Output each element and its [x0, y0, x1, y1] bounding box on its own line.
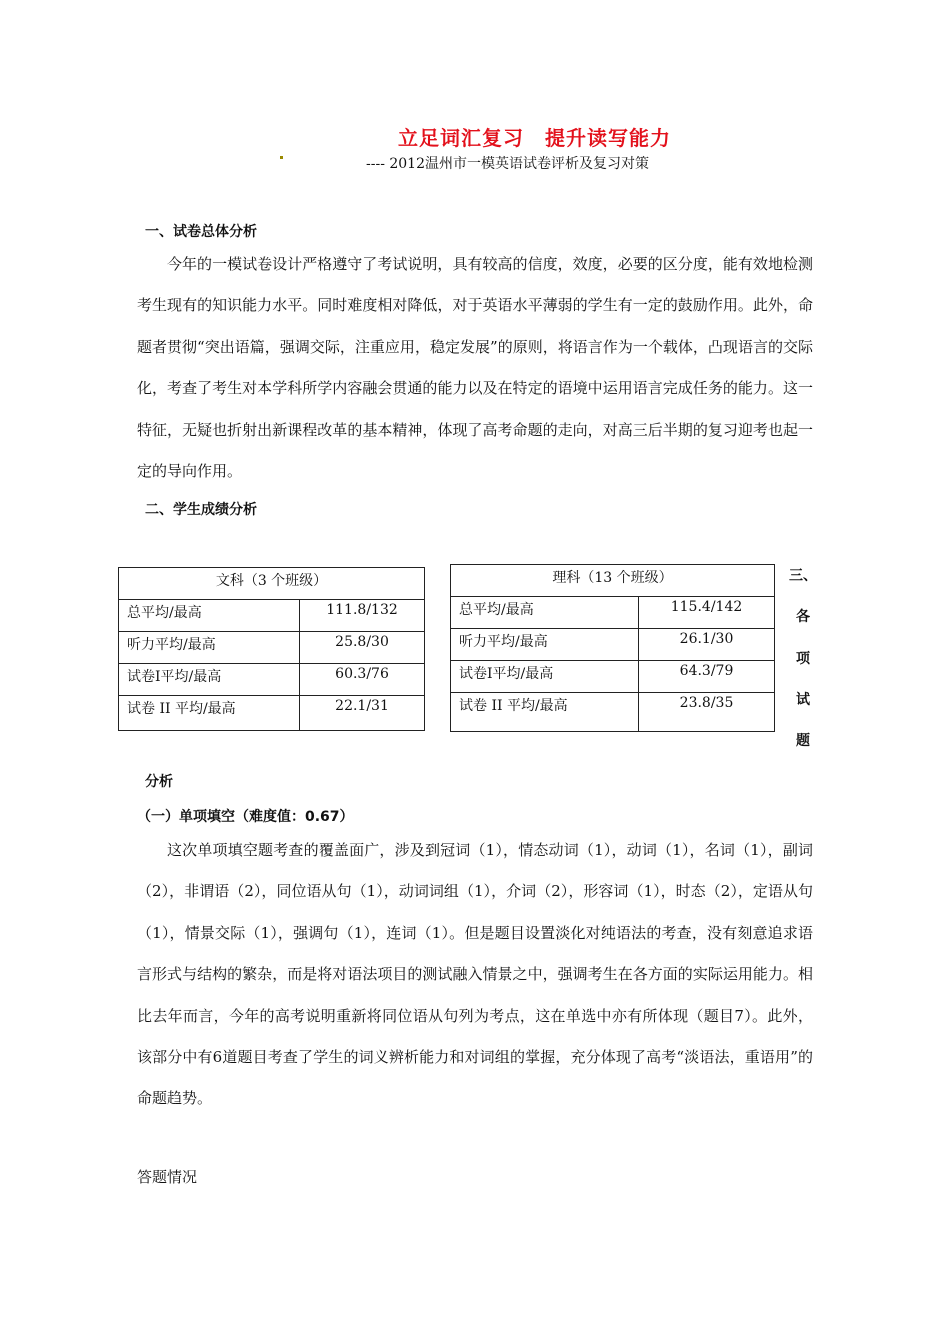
section3-heading-char: 题 [796, 733, 810, 749]
table-row [119, 632, 425, 664]
row-value: 111.8/132 [300, 600, 425, 632]
table-row [119, 696, 425, 731]
table-row [451, 629, 775, 661]
wenke-table-header: 文科（3 个班级） [119, 568, 425, 600]
wenke-score-table [118, 567, 425, 731]
section3-heading-char: 三、 [789, 568, 817, 584]
row-label: 总平均/最高 [451, 597, 639, 629]
subsection1-heading: （一）单项填空（难度值：0.67） [137, 809, 354, 825]
table-row [119, 664, 425, 696]
document-title: 立足词汇复习 提升读写能力 [398, 126, 671, 150]
row-label: 总平均/最高 [119, 600, 300, 632]
section1-paragraph: 今年的一模试卷设计严格遵守了考试说明，具有较高的信度，效度，必要的区分度，能有效地检测考生现有的知识能力水平。同时难度相对降低，对于英语水平薄弱的学生有一定的鼓励作用。此外，命题者贯彻“突出语篇，强调交际，注重应用，稳定发展”的原则，将语言作为一个载体，凸现语言的交际化，考查了考生对本学科所学内容融会贯通的能力以及在特定的语境中运用语言完成任务的能力。这一特征，无疑也折射出新课程改革的基本精神，体现了高考命题的走向，对高三后半期的复习迎考也起一定的导向作用。 [137, 255, 813, 481]
table-header-row [119, 568, 425, 600]
section1-heading: 一、试卷总体分析 [145, 224, 257, 240]
subsection1-body [137, 830, 813, 1120]
row-label: 听力平均/最高 [451, 629, 639, 661]
row-label: 试卷 II 平均/最高 [119, 696, 300, 731]
row-label: 试卷 II 平均/最高 [451, 693, 639, 732]
answer-situation-label: 答题情况 [137, 1168, 198, 1186]
section3-heading-char: 各 [796, 609, 810, 625]
section3-heading-tail: 分析 [145, 774, 173, 790]
subsection1-paragraph: 这次单项填空题考查的覆盖面广，涉及到冠词（1），情态动词（1），动词（1），名词（1），副词（2），非谓语（2），同位语从句（1），动词词组（1），介词（2），形容词（1），时态（2），定语从句（1），情景交际（1），强调句（1），连词（1）。但是题目设置淡化对纯语法的考查，没有刻意追求语言形式与结构的繁杂，而是将对语法项目的测试融入情景之中，强调考生在各方面的实际运用能力。相比去年而言，今年的高考说明重新将同位语从句列为考点，这在单选中亦有所体现（题目7）。此外，该部分中有6道题目考查了学生的词义辨析能力和对词组的掌握，充分体现了高考“淡语法，重语用”的命题趋势。 [137, 841, 813, 1108]
row-value: 22.1/31 [300, 696, 425, 731]
decorative-dot [280, 156, 283, 159]
table-row [119, 600, 425, 632]
section3-heading-char: 试 [796, 692, 810, 708]
section1-body [137, 244, 813, 492]
like-table-header: 理科（13 个班级） [451, 565, 775, 597]
table-row [451, 693, 775, 732]
section2-heading: 二、学生成绩分析 [145, 502, 257, 518]
document-subtitle: ---- 2012温州市一模英语试卷评析及复习对策 [366, 156, 649, 172]
row-value: 60.3/76 [300, 664, 425, 696]
row-value: 26.1/30 [639, 629, 775, 661]
row-label: 听力平均/最高 [119, 632, 300, 664]
section3-heading-char: 项 [796, 651, 810, 667]
like-score-table [450, 564, 775, 732]
table-row [451, 597, 775, 629]
row-label: 试卷I平均/最高 [451, 661, 639, 693]
table-row [451, 661, 775, 693]
row-value: 23.8/35 [639, 693, 775, 732]
row-label: 试卷I平均/最高 [119, 664, 300, 696]
table-header-row [451, 565, 775, 597]
row-value: 115.4/142 [639, 597, 775, 629]
row-value: 25.8/30 [300, 632, 425, 664]
row-value: 64.3/79 [639, 661, 775, 693]
